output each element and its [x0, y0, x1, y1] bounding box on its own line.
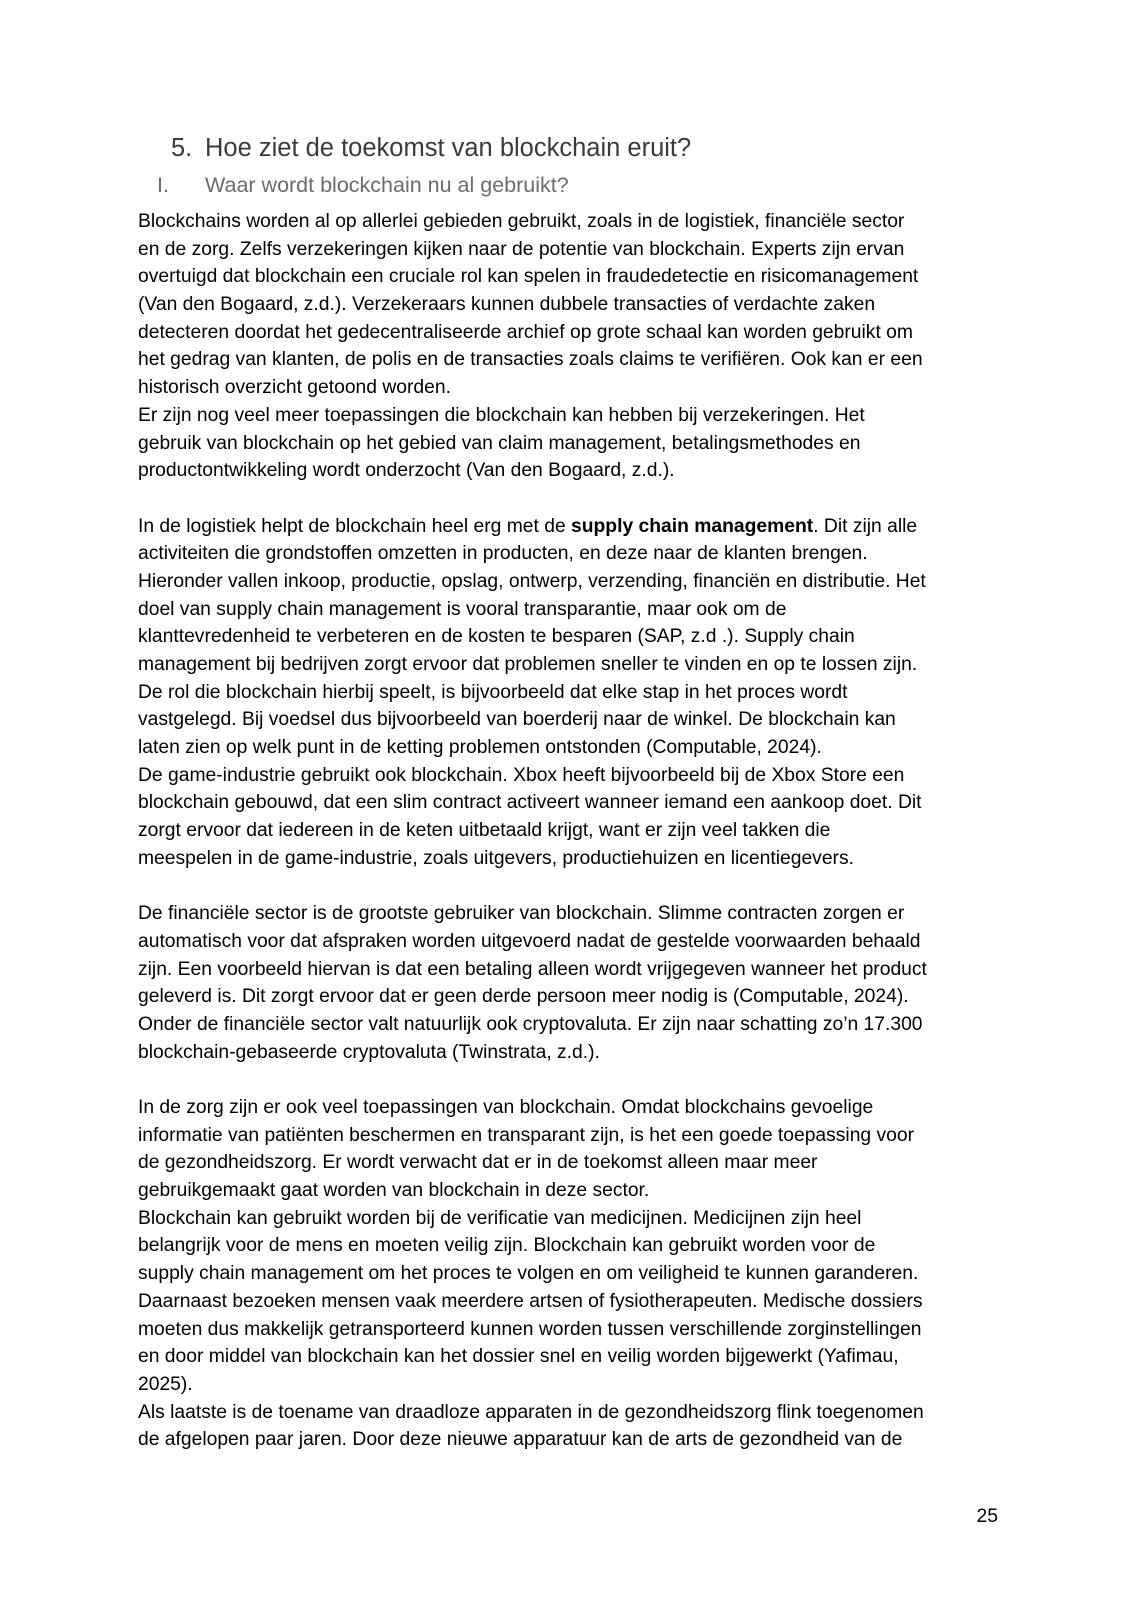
- text-line: [138, 263, 998, 291]
- text-line: [138, 1011, 998, 1039]
- text-line: [138, 900, 998, 928]
- text-line-content: Er zijn nog veel meer toepassingen die blockchain kan hebben bij verzekeringen. Het: [138, 404, 865, 426]
- text-line: [138, 679, 998, 707]
- text-line: [138, 1149, 998, 1177]
- text-line-content: (Van den Bogaard, z.d.). Verzekeraars kunnen dubbele transacties of verdachte zaken: [138, 294, 876, 316]
- text-line-content: informatie van patiënten beschermen en transparant zijn, is het een goede toepassing voor: [138, 1124, 915, 1146]
- text-line: [138, 430, 998, 458]
- text-line-content: zorgt ervoor dat iedereen in de keten uitbetaald krijgt, want er zijn veel takken die: [138, 820, 831, 842]
- emphasis-term: supply chain management: [571, 515, 814, 537]
- text-line-content: doel van supply chain management is vooral transparantie, maar ook om de: [138, 598, 787, 620]
- text-line-content: activiteiten die grondstoffen omzetten in producten, en deze naar de klanten brengen.: [138, 543, 868, 565]
- text-line: [138, 1343, 998, 1371]
- text-line: [138, 762, 998, 790]
- text-line-content: belangrijk voor de mens en moeten veilig zijn. Blockchain kan gebruikt worden voor de: [138, 1235, 876, 1257]
- text-line: [138, 568, 998, 596]
- text-line-content: zijn. Een voorbeeld hiervan is dat een betaling alleen wordt vrijgegeven wanneer het product: [138, 958, 927, 980]
- text-line-content: de afgelopen paar jaren. Door deze nieuwe apparatuur kan de arts de gezondheid van de: [138, 1429, 903, 1451]
- text-line: [138, 513, 998, 541]
- text-line: [138, 1094, 998, 1122]
- text-line: [138, 1232, 998, 1260]
- text-line-content: de gezondheidszorg. Er wordt verwacht dat er in de toekomst alleen maar meer: [138, 1152, 818, 1174]
- text-line-content: automatisch voor dat afspraken worden uitgevoerd nadat de gestelde voorwaarden behaald: [138, 930, 921, 952]
- text-line: [138, 983, 998, 1011]
- text-line-content: Blockchains worden al op allerlei gebieden gebruikt, zoals in de logistiek, financiële sector: [138, 211, 905, 232]
- section-heading: [171, 134, 691, 163]
- text-line: [138, 651, 998, 679]
- section-number: 5.: [171, 134, 193, 162]
- text-line-content: gebruik van blockchain op het gebied van claim management, betalingsmethodes en: [138, 432, 861, 454]
- text-line: [138, 208, 998, 236]
- text-line-content: meespelen in de game-industrie, zoals uitgevers, productiehuizen en licentiegevers.: [138, 847, 854, 869]
- text-line: [138, 845, 998, 873]
- text-line-content: vastgelegd. Bij voedsel dus bijvoorbeeld van boerderij naar de winkel. De blockchain kan: [138, 709, 896, 731]
- text-line: [138, 817, 998, 845]
- text-line-content: management bij bedrijven zorgt ervoor dat problemen sneller te vinden en op te lossen zijn.: [138, 654, 918, 675]
- text-line-content: Blockchain kan gebruikt worden bij de verificatie van medicijnen. Medicijnen zijn heel: [138, 1207, 862, 1229]
- text-line-content: In de zorg zijn er ook veel toepassingen van blockchain. Omdat blockchains gevoelige: [138, 1097, 874, 1118]
- text-line: [138, 1260, 998, 1288]
- paragraph-gap: [138, 1066, 998, 1094]
- text-line-content: moeten dus makkelijk getransporteerd kunnen worden tussen verschillende zorginstellingen: [138, 1318, 922, 1340]
- text-line: [138, 374, 998, 402]
- text-line: [138, 596, 998, 624]
- text-line-content: Als laatste is de toename van draadloze apparaten in de gezondheidszorg flink toegenomen: [138, 1401, 924, 1423]
- text-line-content: Onder de financiële sector valt natuurlijk ook cryptovaluta. Er zijn naar schatting zo’n 17.300: [138, 1013, 923, 1035]
- text-line-content: blockchain gebouwd, dat een slim contract activeert wanneer iemand een aankoop doet. Dit: [138, 792, 922, 814]
- paragraph-gap: [138, 873, 998, 901]
- text-line: [138, 734, 998, 762]
- text-line-content: laten zien op welk punt in de ketting problemen ontstonden (Computable, 2024).: [138, 737, 822, 759]
- text-line: [138, 540, 998, 568]
- text-line: [138, 1039, 998, 1067]
- text-line: [138, 789, 998, 817]
- text-line: [138, 1177, 998, 1205]
- text-line-content: Hieronder vallen inkoop, productie, opslag, ontwerp, verzending, financiën en distributie. Het: [138, 570, 926, 592]
- text-line-content: blockchain-gebaseerde cryptovaluta (Twinstrata, z.d.).: [138, 1041, 600, 1063]
- text-line-content: klanttevredenheid te verbeteren en de kosten te besparen (SAP, z.d .). Supply chain: [138, 626, 855, 648]
- text-line-content: supply chain management om het proces te volgen en om veiligheid te kunnen garanderen.: [138, 1263, 919, 1285]
- text-line-continuation: . Dit zijn alle: [813, 515, 918, 537]
- subsection-number: I.: [157, 173, 169, 197]
- text-line: [138, 1371, 998, 1399]
- text-line: [138, 457, 998, 485]
- text-line: [138, 928, 998, 956]
- text-line: [138, 291, 998, 319]
- text-line-content: overtuigd dat blockchain een cruciale rol kan spelen in fraudedetectie en risicomanagement: [138, 266, 919, 288]
- text-line-content: gebruikgemaakt gaat worden van blockchain in deze sector.: [138, 1180, 650, 1202]
- text-line-content: De rol die blockchain hierbij speelt, is bijvoorbeeld dat elke stap in het proces wordt: [138, 681, 848, 703]
- subsection-title: Waar wordt blockchain nu al gebruikt?: [205, 173, 569, 197]
- text-line: [138, 1316, 998, 1344]
- text-line: [138, 706, 998, 734]
- text-line-content: detecteren doordat het gedecentraliseerde archief op grote schaal kan worden gebruikt om: [138, 321, 913, 343]
- text-line: [138, 956, 998, 984]
- subsection-heading: [157, 173, 569, 198]
- paragraph-gap: [138, 485, 998, 513]
- text-line-content: en door middel van blockchain kan het dossier snel en veilig worden bijgewerkt (Yafimau,: [138, 1346, 899, 1368]
- text-line: [138, 1426, 998, 1454]
- text-line-content: productontwikkeling wordt onderzocht (Van den Bogaard, z.d.).: [138, 460, 675, 482]
- text-line-content: De game-industrie gebruikt ook blockchain. Xbox heeft bijvoorbeeld bij de Xbox Store een: [138, 764, 905, 786]
- text-line-content: en de zorg. Zelfs verzekeringen kijken naar de potentie van blockchain. Experts zijn ervan: [138, 238, 905, 260]
- page-number: 25: [976, 1506, 998, 1527]
- text-line-content: 2025).: [138, 1373, 193, 1395]
- text-line: [138, 402, 998, 430]
- text-line-content: het gedrag van klanten, de polis en de transacties zoals claims te verifiëren. Ook kan er een: [138, 349, 923, 371]
- text-line-content: Daarnaast bezoeken mensen vaak meerdere artsen of fysiotherapeuten. Medische dossiers: [138, 1290, 923, 1312]
- text-line: [138, 623, 998, 651]
- text-line: [138, 1399, 998, 1427]
- text-line: [138, 1122, 998, 1150]
- text-line-content: geleverd is. Dit zorgt ervoor dat er geen derde persoon meer nodig is (Computable, 2024).: [138, 986, 909, 1008]
- text-line: [138, 346, 998, 374]
- text-line-content: historisch overzicht getoond worden.: [138, 377, 451, 399]
- section-title: Hoe ziet de toekomst van blockchain eruit?: [205, 134, 692, 162]
- text-line-content: De financiële sector is de grootste gebruiker van blockchain. Slimme contracten zorgen er: [138, 903, 905, 925]
- text-line-content: In de logistiek helpt de blockchain heel erg met de: [138, 515, 572, 537]
- text-line: [138, 1288, 998, 1316]
- body-text: [138, 208, 998, 1454]
- text-line: [138, 319, 998, 347]
- text-line: [138, 1205, 998, 1233]
- text-line: [138, 236, 998, 264]
